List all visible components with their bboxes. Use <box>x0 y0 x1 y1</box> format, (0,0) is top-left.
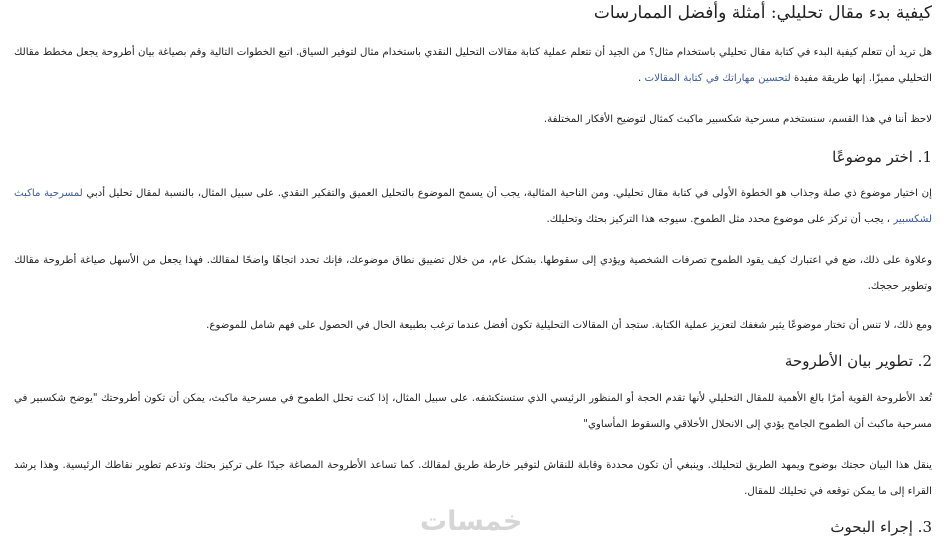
section-1-heading: 1. اختر موضوعًا <box>832 148 932 166</box>
section-2-heading: 2. تطوير بيان الأطروحة <box>784 352 932 370</box>
note-paragraph: لاحظ أننا في هذا القسم، سنستخدم مسرحية شكسبير ماكبث كمثال لتوضيح الأفكار المختلفة. <box>543 114 932 125</box>
article-title: كيفية بدء مقال تحليلي: أمثلة وأفضل الممارسات <box>593 3 932 23</box>
section-1-p1-end: ، يجب أن تركز على موضوع محدد مثل الطموح. سيوجه هذا التركيز بحثك وتحليلك. <box>546 214 891 225</box>
section-1-paragraph-3: ومع ذلك، لا تنس أن تختار موضوعًا يثير شغفك لتعزيز عملية الكتابة. ستجد أن المقالات التحليلية تكون أفضل عندما ترغب بطبيعة الحال في الحصول على فهم شامل للموضوع. <box>206 320 932 331</box>
section-3-heading: 3. إجراء البحوث <box>830 518 932 536</box>
macbeth-link[interactable]: لمسرحية ماكبث لشكسبير <box>14 188 932 225</box>
intro-end: . <box>638 73 642 84</box>
section-1-paragraph-2: وعلاوة على ذلك، ضع في اعتبارك كيف يقود الطموح تصرفات الشخصية ويؤدي إلى سقوطها. بشكل عام، من خلال تضييق نطاق موضوعك، فإنك تحدد اتجاهًا واضحًا لمقالك. فهذا يجعل من الأسهل صياغة أطروحة مقالك وتطوير حججك. <box>14 255 932 292</box>
writing-skills-link[interactable]: لتحسين مهاراتك في كتابة المقالات <box>644 73 791 84</box>
section-2-paragraph-2: ينقل هذا البيان حجتك بوضوح ويمهد الطريق لتحليلك. وينبغي أن تكون محددة وقابلة للنقاش لتوفير خارطة طريق لمقالك. كما تساعد الأطروحة المصاغة جيدًا على تركيز بحثك وتدعم تطوير نقاطك الرئيسية. وهذا يرشد القراء إلى ما يمكن توقعه في تحليلك للمقال. <box>14 460 932 497</box>
section-1-p1-text: إن اختيار موضوع ذي صلة وجذاب هو الخطوة الأولى في كتابة مقال تحليلي. ومن الناحية المثالية، يجب أن يسمح الموضوع بالتحليل العميق والتفكير النقدي. على سبيل المثال، بالنسبة لمقال تحليل أدبي <box>86 188 932 199</box>
section-1-paragraph-1 <box>14 181 932 233</box>
intro-text: هل تريد أن تتعلم كيفية البدء في كتابة مقال تحليلي باستخدام مثال؟ من الجيد أن تتعلم عملية كتابة مقالات التحليل النقدي باستخدام مثال لتوفير السياق. اتبع الخطوات التالية وقم بصياغة بيان أطروحة يجعل مخطط مقالك التحليلي مميزًا. إنها طريقة مفيدة <box>14 47 932 84</box>
section-2-paragraph-1: تُعد الأطروحة القوية أمرًا بالغ الأهمية للمقال التحليلي لأنها تقدم الحجة أو المنظور الرئيسي الذي ستستكشفه. على سبيل المثال، إذا كنت تحلل الطموح في مسرحية ماكبث، يمكن أن تكون أطروحتك "يوضح شكسبير في مسرحية ماكبث أن الطموح الجامح يؤدي إلى الانحلال الأخلاقي والسقوط المأساوي" <box>14 393 932 430</box>
intro-paragraph <box>14 40 932 92</box>
khamsat-watermark-logo: خمسات <box>420 506 523 537</box>
